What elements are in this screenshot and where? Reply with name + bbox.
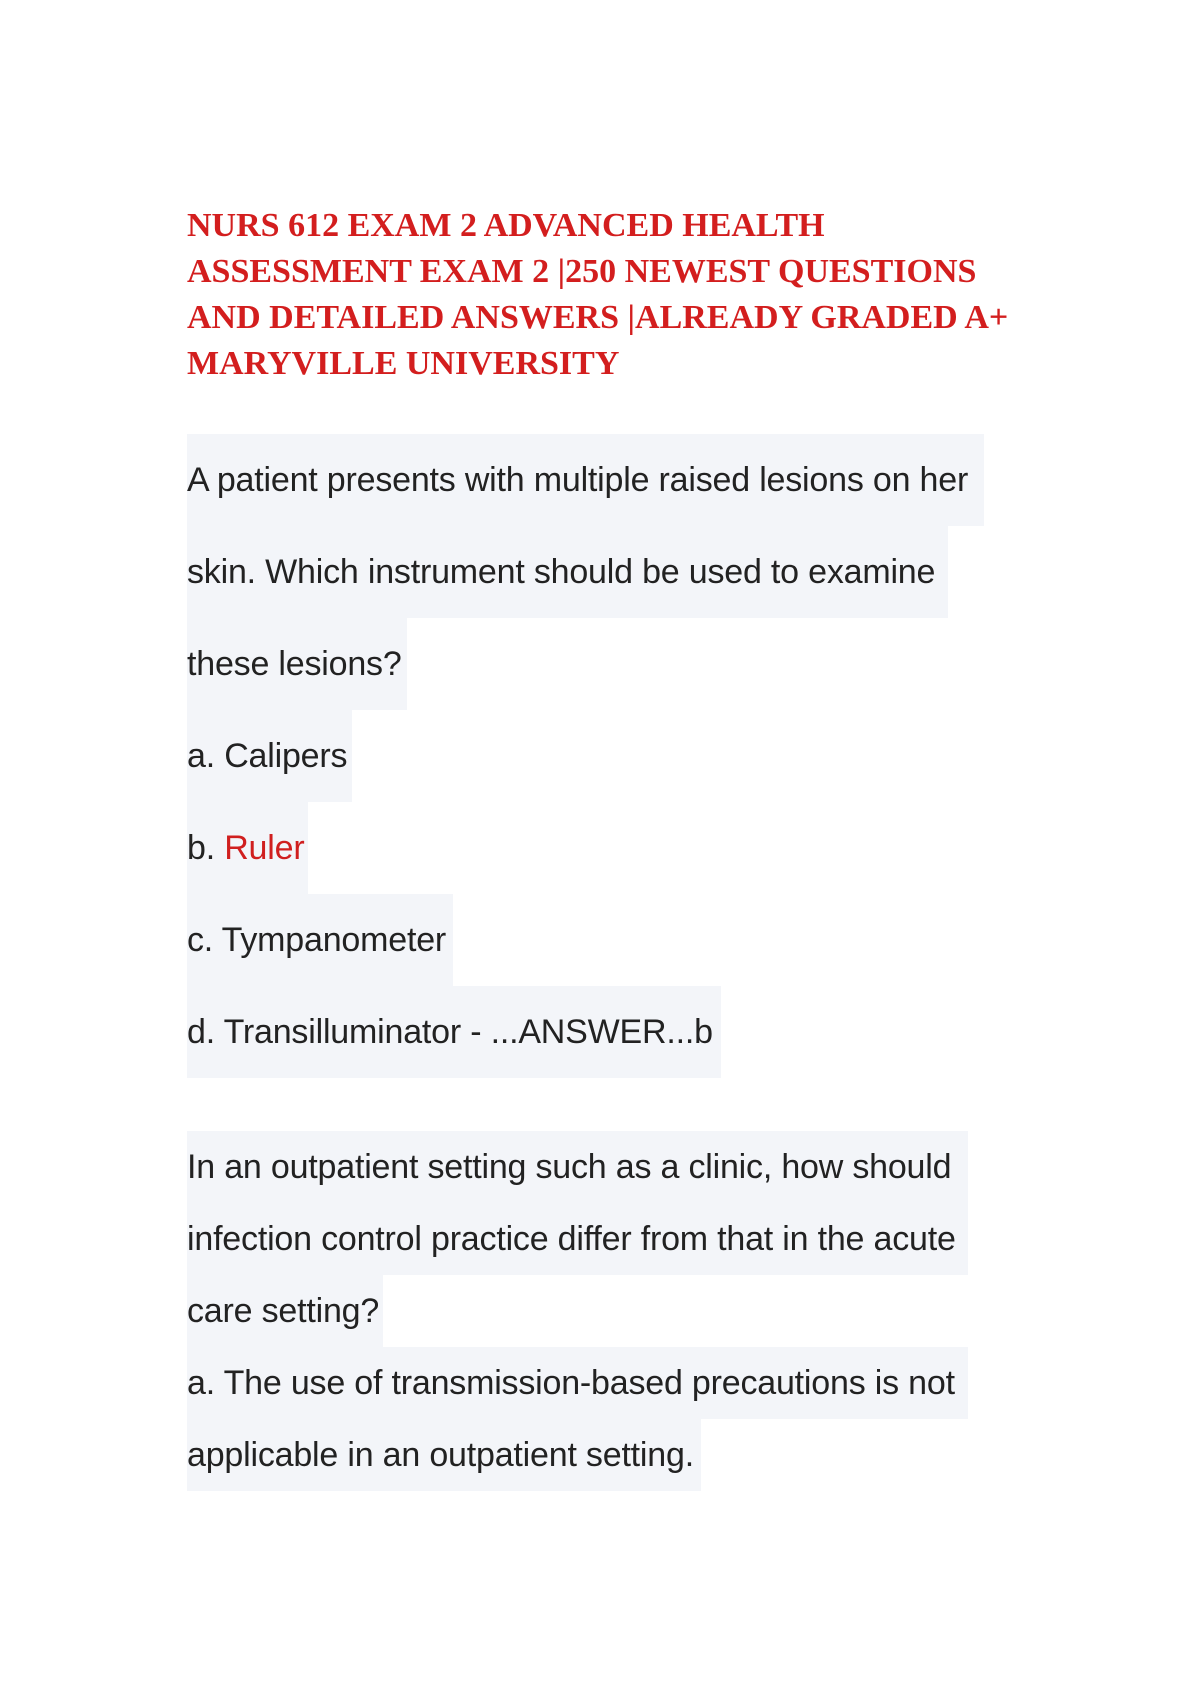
question-2-line-3: care setting? — [187, 1275, 383, 1347]
question-1-line-1: A patient presents with multiple raised lesions on her — [187, 434, 984, 526]
question-1-line-3: these lesions? — [187, 618, 407, 710]
question-1-option-d: d. Transilluminator - ...ANSWER...b — [187, 986, 721, 1078]
question-2-option-a-line-2: applicable in an outpatient setting. — [187, 1419, 701, 1491]
question-2-line-1: In an outpatient setting such as a clinic, how should — [187, 1131, 968, 1203]
question-2-line-2: infection control practice differ from that in the acute — [187, 1203, 968, 1275]
question-1-line-2: skin. Which instrument should be used to examine — [187, 526, 948, 618]
correct-answer-ruler: Ruler — [224, 829, 305, 867]
title-line-1: NURS 612 EXAM 2 ADVANCED HEALTH — [187, 207, 825, 244]
question-2-option-a-line-1: a. The use of transmission-based precautions is not — [187, 1347, 968, 1419]
option-b-prefix: b. — [187, 829, 225, 867]
title-line-2: ASSESSMENT EXAM 2 |250 NEWEST QUESTIONS — [187, 253, 977, 290]
question-1-option-a: a. Calipers — [187, 710, 352, 802]
title-line-3: AND DETAILED ANSWERS |ALREADY GRADED A+ — [187, 299, 1009, 336]
question-1-option-c: c. Tympanometer — [187, 894, 453, 986]
document-title — [187, 203, 1067, 387]
question-1-option-b — [187, 802, 308, 894]
title-line-4: MARYVILLE UNIVERSITY — [187, 345, 620, 382]
